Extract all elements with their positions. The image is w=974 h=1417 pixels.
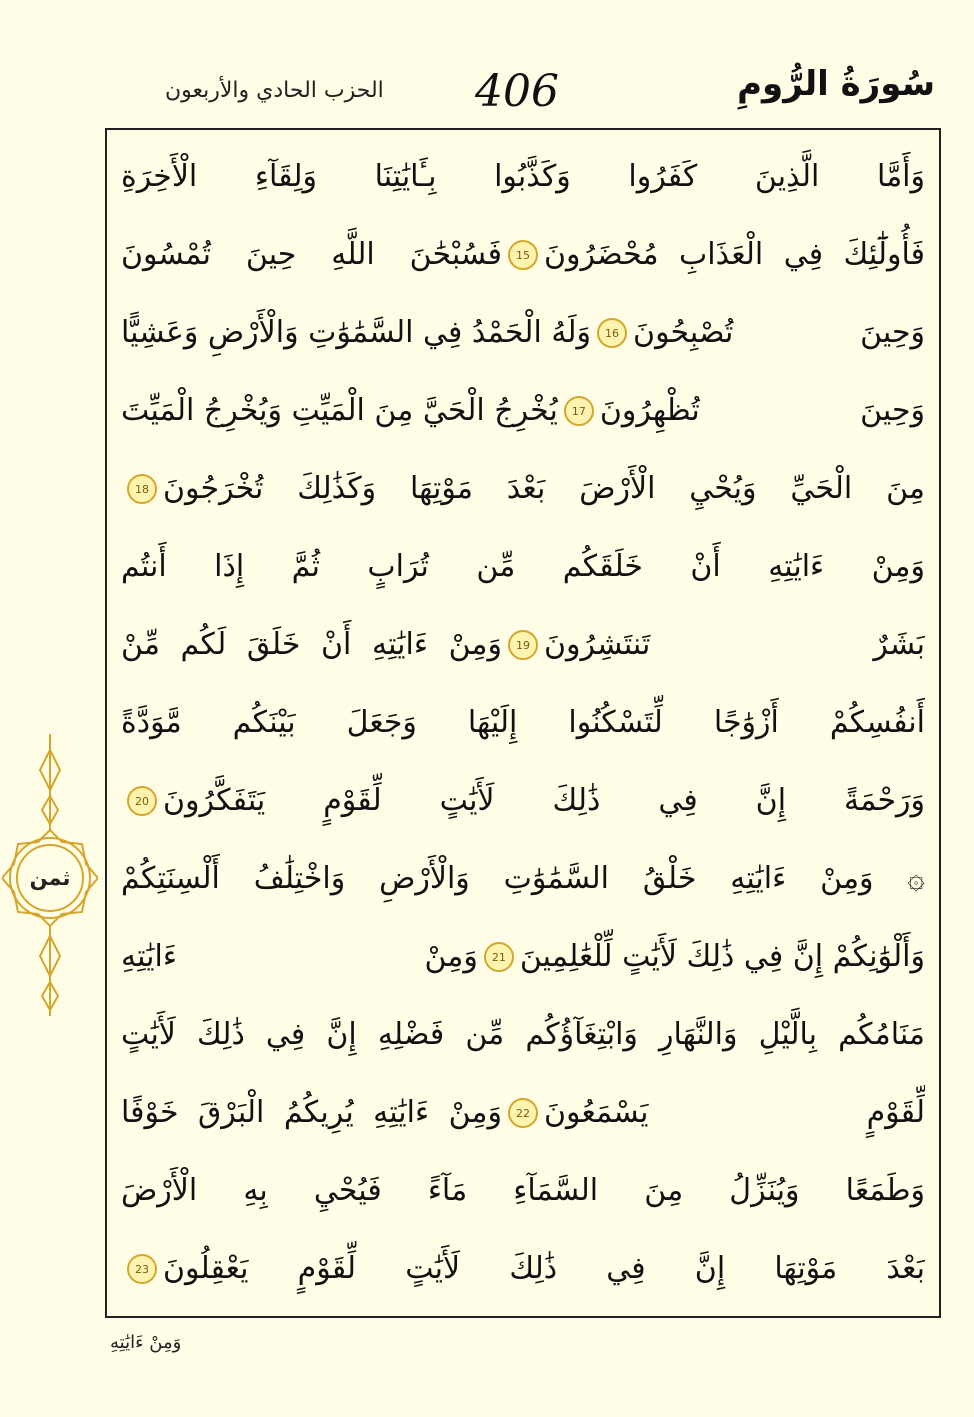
ayah-number-marker: 22: [508, 1098, 538, 1128]
verse-line: [121, 684, 925, 762]
verse-line: [121, 216, 925, 294]
verse-text: وَطَمَعًا وَيُنَزِّلُ مِنَ السَّمَآءِ مَآءً فَيُحْيِ بِهِ الْأَرْضَ: [121, 1173, 925, 1208]
verse-line: [121, 528, 925, 606]
verse-line: [121, 840, 925, 918]
verse-line: [121, 762, 925, 840]
verse-text: لِّقَوْمٍ يَسْمَعُونَ: [544, 1095, 925, 1130]
verse-text: وَمِنْ ءَايَٰتِهِ أَنْ خَلَقَكُم مِّن تُرَابٍ ثُمَّ إِذَا أَنتُم: [121, 549, 925, 584]
page-header: [105, 62, 945, 126]
verse-text: يُخْرِجُ الْحَيَّ مِنَ الْمَيِّتِ وَيُخْرِجُ الْمَيِّتَ: [121, 393, 558, 428]
verse-line: [121, 996, 925, 1074]
ayah-number-marker: 21: [484, 942, 514, 972]
ayah-number-marker: 16: [597, 318, 627, 348]
thumn-marker: [2, 730, 98, 1020]
thumn-label: ثمن: [29, 866, 71, 890]
verse-text: ۞ وَمِنْ ءَايَٰتِهِ خَلْقُ السَّمَٰوَٰتِ وَالْأَرْضِ وَاخْتِلَٰفُ أَلْسِنَتِكُمْ: [121, 861, 925, 896]
verse-text: بَشَرٌ تَنتَشِرُونَ: [544, 627, 925, 662]
page-number: 406: [475, 66, 559, 117]
verse-line: [121, 606, 925, 684]
verse-text: مِنَ الْحَيِّ وَيُحْيِ الْأَرْضَ بَعْدَ مَوْتِهَا وَكَذَٰلِكَ تُخْرَجُونَ: [163, 471, 925, 506]
verse-text: وَمِنْ ءَايَٰتِهِ: [121, 939, 478, 974]
catchword: وَمِنْ ءَايَٰتِهِ: [110, 1332, 182, 1353]
verse-text: وَحِينَ تُظْهِرُونَ: [599, 393, 925, 428]
verse-text: وَحِينَ تُصْبِحُونَ: [633, 315, 925, 350]
ayah-number-marker: 19: [508, 630, 538, 660]
ayah-number-marker: 17: [564, 396, 594, 426]
text-frame: [105, 128, 941, 1318]
ayah-number-marker: 18: [127, 474, 157, 504]
verse-lines: [121, 138, 925, 1308]
verse-line: [121, 372, 925, 450]
verse-text: وَمِنْ ءَايَٰتِهِ يُرِيكُمُ الْبَرْقَ خَوْفًا: [121, 1095, 502, 1130]
verse-text: فَأُولَٰٓئِكَ فِي الْعَذَابِ مُحْضَرُونَ: [544, 237, 925, 272]
verse-line: [121, 138, 925, 216]
verse-line: [121, 918, 925, 996]
verse-text: وَأَلْوَٰنِكُمْ إِنَّ فِي ذَٰلِكَ لَأَيَٰتٍ لِّلْعَٰلِمِينَ: [519, 939, 925, 974]
verse-line: [121, 1074, 925, 1152]
surah-title: سُورَةُ الرُّومِ: [737, 64, 935, 104]
verse-line: [121, 450, 925, 528]
verse-text: بَعْدَ مَوْتِهَا إِنَّ فِي ذَٰلِكَ لَأَيَٰتٍ لِّقَوْمٍ يَعْقِلُونَ: [163, 1251, 925, 1286]
verse-text: وَمِنْ ءَايَٰتِهِ أَنْ خَلَقَ لَكُم مِّنْ: [121, 627, 502, 662]
ayah-number-marker: 15: [508, 240, 538, 270]
verse-text: أَنفُسِكُمْ أَزْوَٰجًا لِّتَسْكُنُوا إِلَيْهَا وَجَعَلَ بَيْنَكُم مَّوَدَّةً: [121, 705, 925, 740]
ayah-number-marker: 20: [127, 786, 157, 816]
verse-line: [121, 1230, 925, 1308]
verse-text: وَرَحْمَةً إِنَّ فِي ذَٰلِكَ لَأَيَٰتٍ لِّقَوْمٍ يَتَفَكَّرُونَ: [163, 783, 925, 818]
verse-line: [121, 1152, 925, 1230]
verse-text: وَلَهُ الْحَمْدُ فِي السَّمَٰوَٰتِ وَالْأَرْضِ وَعَشِيًّا: [121, 315, 592, 350]
verse-text: مَنَامُكُم بِالَّيْلِ وَالنَّهَارِ وَابْتِغَآؤُكُم مِّن فَضْلِهِ إِنَّ فِي ذَٰلِكَ لَأَيَٰتٍ: [121, 1017, 925, 1052]
verse-text: فَسُبْحَٰنَ اللَّهِ حِينَ تُمْسُونَ: [121, 237, 502, 272]
verse-text: وَأَمَّا الَّذِينَ كَفَرُوا وَكَذَّبُوا بِـَٔايَٰتِنَا وَلِقَآءِ الْأَخِرَةِ: [121, 159, 925, 194]
verse-line: [121, 294, 925, 372]
hizb-label: الحزب الحادي والأربعون: [165, 78, 384, 103]
ayah-number-marker: 23: [127, 1254, 157, 1284]
